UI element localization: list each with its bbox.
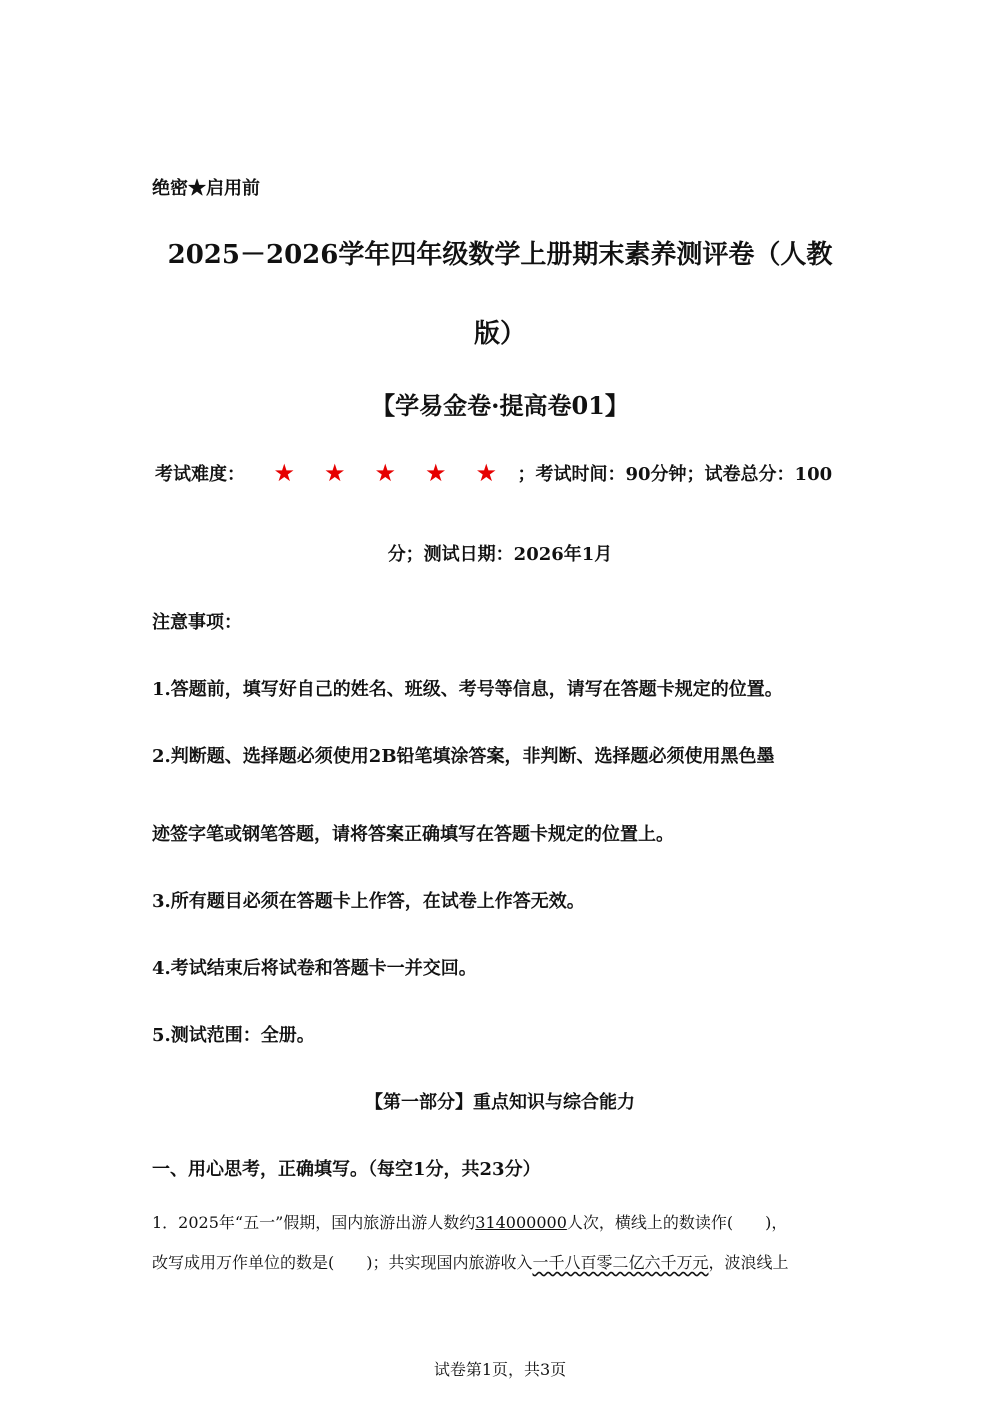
confidential-label: 绝密★启用前 xyxy=(152,178,260,199)
note-item-2-cont: 迹签字笔或钢笔答题，请将答案正确填写在答题卡规定的位置上。 xyxy=(152,824,674,845)
q1-underlined-number: 314000000 xyxy=(475,1213,567,1232)
question-1-line2 xyxy=(152,1250,789,1273)
note-item-3: 3.所有题目必须在答题卡上作答，在试卷上作答无效。 xyxy=(152,891,585,912)
notes-title: 注意事项： xyxy=(152,612,242,633)
q1-line2-b: ，波浪线上 xyxy=(708,1253,789,1272)
page-footer: 试卷第1页，共3页 xyxy=(433,1360,567,1379)
star-icon: ★ xyxy=(475,459,497,487)
star-icon: ★ xyxy=(424,459,447,487)
section-title: 一、用心思考，正确填写。（每空1分，共23分） xyxy=(152,1159,541,1180)
note-item-4: 4.考试结束后将试卷和答题卡一并交回。 xyxy=(152,958,477,979)
star-icon: ★ xyxy=(273,459,295,487)
exam-subtitle: 【学易金卷·提高卷01】 xyxy=(371,391,629,420)
note-item-1: 1.答题前，填写好自己的姓名、班级、考号等信息，请写在答题卡规定的位置。 xyxy=(152,679,783,700)
part-title: 【第一部分】重点知识与综合能力 xyxy=(365,1092,635,1113)
q1-prefix: 1．2025年“五一”假期，国内旅游出游人数约 xyxy=(152,1213,476,1232)
star-icon: ★ xyxy=(323,459,346,487)
star-icon: ★ xyxy=(374,459,396,487)
q1-mid: 人次，横线上的数读作( )， xyxy=(566,1213,788,1232)
note-item-2: 2.判断题、选择题必须使用2B铅笔填涂答案，非判断、选择题必须使用黑色墨 xyxy=(152,746,775,767)
exam-title-line2: 版） xyxy=(473,319,526,349)
exam-info-line2: 分；测试日期：2026年1月 xyxy=(387,544,613,565)
q1-line2-a: 改写成用万作单位的数是( )；共实现国内旅游收入 xyxy=(152,1253,533,1272)
exam-info-rest: ；考试时间：90分钟；试卷总分：100 xyxy=(517,464,833,485)
exam-title-line1: 2025－2026学年四年级数学上册期末素养测评卷（人教 xyxy=(167,240,833,270)
question-1-line1 xyxy=(152,1210,787,1233)
difficulty-label: 考试难度： xyxy=(155,464,245,485)
note-item-5: 5.测试范围：全册。 xyxy=(152,1025,315,1046)
q1-wavy-text: 一千八百零二亿六千万元 xyxy=(532,1253,709,1272)
difficulty-stars xyxy=(259,461,512,485)
exam-info-line1 xyxy=(155,460,832,486)
